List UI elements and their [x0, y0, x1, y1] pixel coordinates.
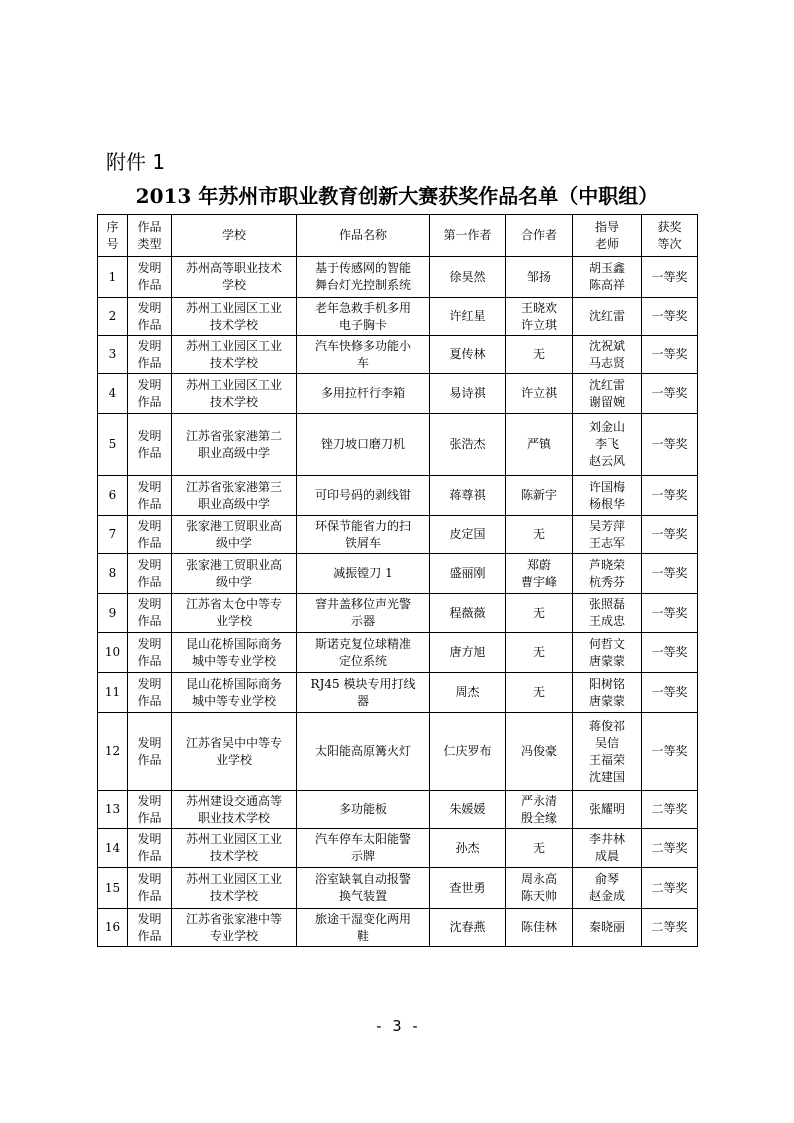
cell-award: 一等奖	[642, 257, 698, 298]
header-coauthor: 合作者	[506, 215, 573, 257]
cell-school: 苏州工业园区工业 技术学校	[172, 298, 297, 336]
cell-advisor: 李井林 成晨	[573, 829, 642, 868]
header-award: 获奖 等次	[642, 215, 698, 257]
header-school: 学校	[172, 215, 297, 257]
cell-award: 一等奖	[642, 594, 698, 633]
cell-coauthor: 无	[506, 633, 573, 673]
awards-table	[97, 214, 698, 947]
header-row	[98, 215, 698, 257]
cell-award: 一等奖	[642, 673, 698, 713]
cell-work: 窨井盖移位声光警 示器	[297, 594, 430, 633]
cell-type: 发明 作品	[128, 909, 172, 947]
cell-coauthor: 冯俊豪	[506, 713, 573, 791]
cell-work: 斯诺克复位球精准 定位系统	[297, 633, 430, 673]
cell-coauthor: 无	[506, 594, 573, 633]
cell-work: 减振镗刀 1	[297, 554, 430, 594]
header-work: 作品名称	[297, 215, 430, 257]
cell-award: 二等奖	[642, 909, 698, 947]
cell-school: 苏州建设交通高等 职业技术学校	[172, 791, 297, 829]
cell-school: 苏州工业园区工业 技术学校	[172, 374, 297, 414]
cell-type: 发明 作品	[128, 713, 172, 791]
cell-work: 环保节能省力的扫 铁屑车	[297, 516, 430, 554]
cell-school: 江苏省张家港第二 职业高级中学	[172, 414, 297, 476]
cell-first-author: 孙杰	[430, 829, 506, 868]
cell-coauthor: 周永高 陈天帅	[506, 868, 573, 909]
cell-seq: 12	[98, 713, 128, 791]
table-row	[98, 673, 698, 713]
annex-label: 附件 1	[106, 150, 166, 174]
cell-work: 老年急救手机多用 电子胸卡	[297, 298, 430, 336]
table-row	[98, 516, 698, 554]
cell-work: RJ45 模块专用打线 器	[297, 673, 430, 713]
cell-advisor: 胡玉鑫 陈高祥	[573, 257, 642, 298]
cell-seq: 8	[98, 554, 128, 594]
cell-type: 发明 作品	[128, 594, 172, 633]
cell-advisor: 秦晓丽	[573, 909, 642, 947]
cell-first-author: 周杰	[430, 673, 506, 713]
cell-school: 昆山花桥国际商务 城中等专业学校	[172, 633, 297, 673]
cell-seq: 10	[98, 633, 128, 673]
cell-coauthor: 郑蔚 曹宇峰	[506, 554, 573, 594]
cell-seq: 4	[98, 374, 128, 414]
cell-advisor: 沈祝斌 马志贤	[573, 336, 642, 374]
cell-school: 苏州高等职业技术 学校	[172, 257, 297, 298]
table-row	[98, 336, 698, 374]
table-row	[98, 909, 698, 947]
cell-seq: 6	[98, 476, 128, 516]
header-first-author: 第一作者	[430, 215, 506, 257]
cell-first-author: 易诗祺	[430, 374, 506, 414]
table-row	[98, 868, 698, 909]
cell-seq: 1	[98, 257, 128, 298]
cell-advisor: 沈红雷	[573, 298, 642, 336]
table-row	[98, 594, 698, 633]
cell-first-author: 朱媛媛	[430, 791, 506, 829]
cell-seq: 13	[98, 791, 128, 829]
cell-award: 二等奖	[642, 791, 698, 829]
table-body	[98, 257, 698, 947]
cell-seq: 11	[98, 673, 128, 713]
page-number: - 3 -	[374, 1017, 420, 1035]
cell-award: 一等奖	[642, 516, 698, 554]
cell-school: 张家港工贸职业高 级中学	[172, 516, 297, 554]
cell-school: 江苏省太仓中等专 业学校	[172, 594, 297, 633]
cell-coauthor: 陈佳林	[506, 909, 573, 947]
cell-advisor: 吴芳萍 王志军	[573, 516, 642, 554]
cell-work: 旅途干湿变化两用 鞋	[297, 909, 430, 947]
cell-type: 发明 作品	[128, 791, 172, 829]
cell-school: 昆山花桥国际商务 城中等专业学校	[172, 673, 297, 713]
table-row	[98, 633, 698, 673]
cell-advisor: 俞琴 赵金成	[573, 868, 642, 909]
cell-coauthor: 严永清 殷全缘	[506, 791, 573, 829]
cell-school: 苏州工业园区工业 技术学校	[172, 829, 297, 868]
cell-coauthor: 王晓欢 许立琪	[506, 298, 573, 336]
table-row	[98, 414, 698, 476]
cell-type: 发明 作品	[128, 516, 172, 554]
cell-award: 二等奖	[642, 829, 698, 868]
cell-advisor: 许国梅 杨根华	[573, 476, 642, 516]
cell-type: 发明 作品	[128, 829, 172, 868]
cell-coauthor: 许立祺	[506, 374, 573, 414]
cell-work: 多用拉杆行李箱	[297, 374, 430, 414]
cell-type: 发明 作品	[128, 414, 172, 476]
cell-school: 苏州工业园区工业 技术学校	[172, 868, 297, 909]
table-row	[98, 791, 698, 829]
cell-work: 基于传感网的智能 舞台灯光控制系统	[297, 257, 430, 298]
cell-advisor: 芦晓荣 杭秀芬	[573, 554, 642, 594]
cell-work: 可印号码的剥线钳	[297, 476, 430, 516]
cell-award: 一等奖	[642, 713, 698, 791]
cell-coauthor: 陈新宇	[506, 476, 573, 516]
cell-coauthor: 无	[506, 829, 573, 868]
cell-seq: 3	[98, 336, 128, 374]
cell-award: 二等奖	[642, 868, 698, 909]
cell-coauthor: 无	[506, 673, 573, 713]
cell-type: 发明 作品	[128, 633, 172, 673]
table-row	[98, 374, 698, 414]
cell-type: 发明 作品	[128, 336, 172, 374]
cell-school: 张家港工贸职业高 级中学	[172, 554, 297, 594]
cell-advisor: 阳树铭 唐蒙蒙	[573, 673, 642, 713]
cell-first-author: 盛丽刚	[430, 554, 506, 594]
cell-coauthor: 无	[506, 336, 573, 374]
cell-type: 发明 作品	[128, 673, 172, 713]
cell-type: 发明 作品	[128, 374, 172, 414]
cell-first-author: 许红星	[430, 298, 506, 336]
cell-seq: 9	[98, 594, 128, 633]
cell-work: 汽车快修多功能小 车	[297, 336, 430, 374]
cell-advisor: 张照磊 王成忠	[573, 594, 642, 633]
table-row	[98, 298, 698, 336]
cell-award: 一等奖	[642, 336, 698, 374]
cell-school: 苏州工业园区工业 技术学校	[172, 336, 297, 374]
cell-seq: 2	[98, 298, 128, 336]
cell-work: 太阳能高原篝火灯	[297, 713, 430, 791]
cell-coauthor: 严镇	[506, 414, 573, 476]
table-row	[98, 257, 698, 298]
cell-first-author: 沈春燕	[430, 909, 506, 947]
cell-advisor: 沈红雷 谢留婉	[573, 374, 642, 414]
cell-type: 发明 作品	[128, 868, 172, 909]
cell-award: 一等奖	[642, 374, 698, 414]
cell-first-author: 夏传林	[430, 336, 506, 374]
cell-work: 锉刀坡口磨刀机	[297, 414, 430, 476]
cell-first-author: 仁庆罗布	[430, 713, 506, 791]
cell-advisor: 蒋俊祁 吴信 王福荣 沈建国	[573, 713, 642, 791]
cell-seq: 14	[98, 829, 128, 868]
cell-school: 江苏省张家港中等 专业学校	[172, 909, 297, 947]
cell-first-author: 程薇薇	[430, 594, 506, 633]
cell-type: 发明 作品	[128, 298, 172, 336]
cell-school: 江苏省张家港第三 职业高级中学	[172, 476, 297, 516]
cell-work: 汽车停车太阳能警 示牌	[297, 829, 430, 868]
cell-award: 一等奖	[642, 298, 698, 336]
cell-type: 发明 作品	[128, 476, 172, 516]
cell-advisor: 张耀明	[573, 791, 642, 829]
cell-coauthor: 无	[506, 516, 573, 554]
cell-type: 发明 作品	[128, 554, 172, 594]
table-row	[98, 829, 698, 868]
header-advisor: 指导 老师	[573, 215, 642, 257]
cell-first-author: 唐方旭	[430, 633, 506, 673]
cell-type: 发明 作品	[128, 257, 172, 298]
cell-seq: 15	[98, 868, 128, 909]
cell-work: 浴室缺氧自动报警 换气装置	[297, 868, 430, 909]
header-type: 作品 类型	[128, 215, 172, 257]
cell-first-author: 皮定国	[430, 516, 506, 554]
table-row	[98, 713, 698, 791]
cell-coauthor: 邹扬	[506, 257, 573, 298]
cell-seq: 16	[98, 909, 128, 947]
cell-first-author: 张浩杰	[430, 414, 506, 476]
cell-first-author: 蒋尊祺	[430, 476, 506, 516]
table-row	[98, 554, 698, 594]
cell-award: 一等奖	[642, 476, 698, 516]
cell-first-author: 徐昊然	[430, 257, 506, 298]
cell-advisor: 刘金山 李飞 赵云风	[573, 414, 642, 476]
cell-award: 一等奖	[642, 554, 698, 594]
cell-seq: 5	[98, 414, 128, 476]
cell-advisor: 何哲文 唐蒙蒙	[573, 633, 642, 673]
cell-award: 一等奖	[642, 633, 698, 673]
document-title: 2013 年苏州市职业教育创新大赛获奖作品名单（中职组）	[135, 184, 659, 208]
cell-seq: 7	[98, 516, 128, 554]
cell-school: 江苏省吴中中等专 业学校	[172, 713, 297, 791]
cell-first-author: 查世勇	[430, 868, 506, 909]
cell-work: 多功能板	[297, 791, 430, 829]
cell-award: 一等奖	[642, 414, 698, 476]
table-row	[98, 476, 698, 516]
header-seq: 序 号	[98, 215, 128, 257]
